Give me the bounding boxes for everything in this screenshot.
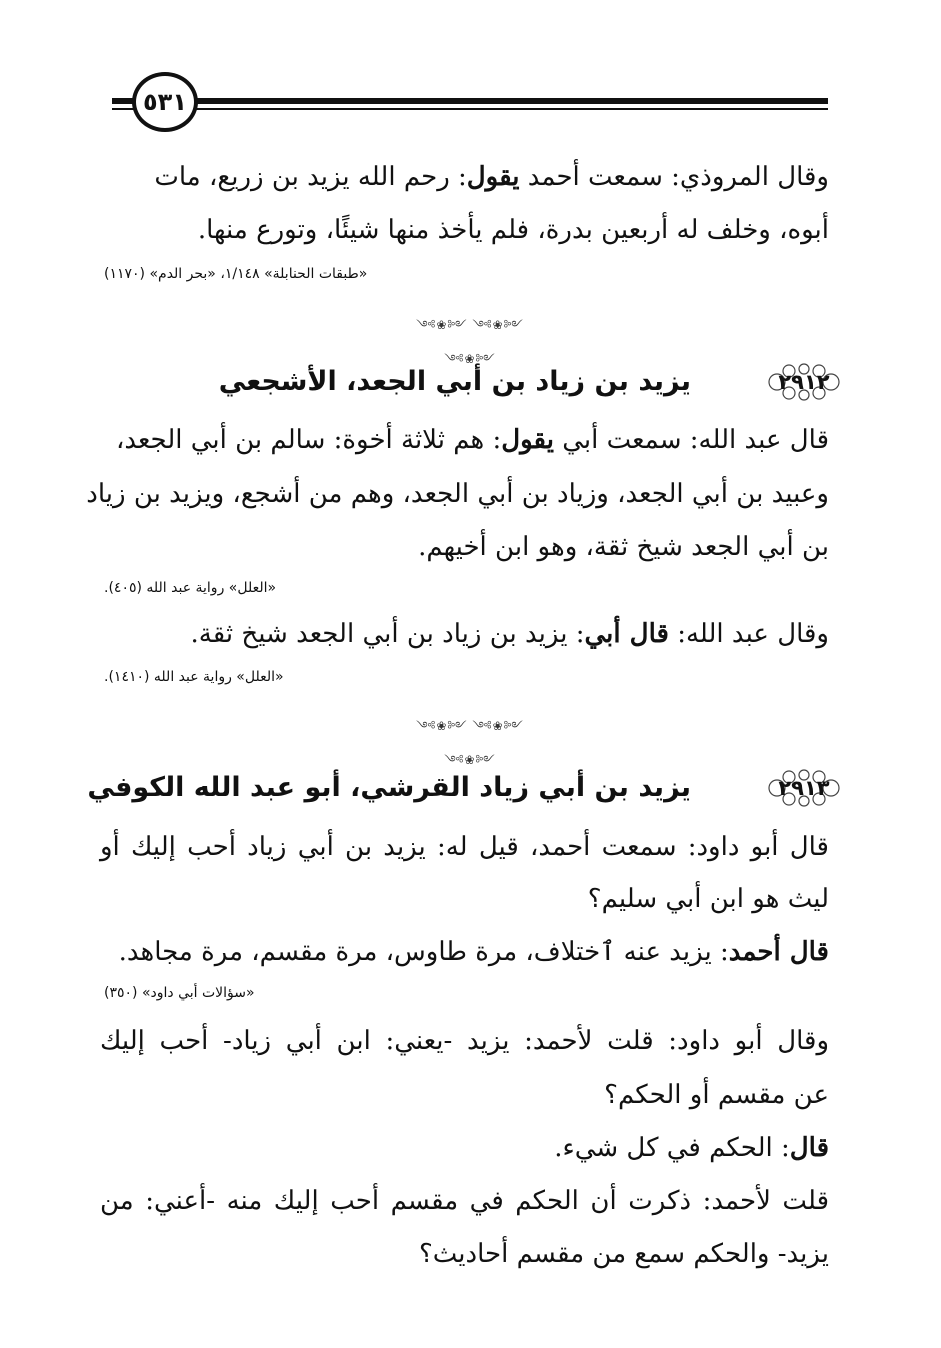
text-line: وعبيد بن أبي الجعد، وزياد بن أبي الجعد، وهم من أشجع، ويزيد بن زياد — [86, 479, 829, 509]
source-citation: «سؤالات أبي داود» (٣٥٠) — [104, 985, 255, 1001]
page-number: ٥٣١ — [132, 72, 198, 132]
source-citation: «العلل» رواية عبد الله (١٤١٠). — [104, 669, 284, 685]
section-divider-ornament: ༺❀༻ ༺❀༻ ༺❀༻ — [416, 318, 524, 366]
source-citation: «العلل» رواية عبد الله (٤٠٥). — [104, 580, 277, 596]
text-line: يزيد- والحكم سمع من مقسم أحاديث؟ — [418, 1239, 829, 1269]
text-line: قال: الحكم في كل شيء. — [554, 1133, 829, 1163]
text-line: عن مقسم أو الحكم؟ — [604, 1080, 829, 1110]
header-rule-bottom — [112, 108, 828, 110]
text-line: وقال عبد الله: قال أبي: يزيد بن زياد بن أبي الجعد شيخ ثقة. — [190, 619, 829, 649]
source-citation: «طبقات الحنابلة» ١/١٤٨، «بحر الدم» (١١٧٠) — [104, 266, 368, 282]
text-line: قال أحمد: يزيد عنه ٱختلاف، مرة طاوس، مرة مقسم، مرة مجاهد. — [118, 937, 829, 967]
entry-title: يزيد بن أبي زياد القرشي، أبو عبد الله الكوفي — [87, 772, 691, 803]
section-divider-ornament: ༺❀༻ ༺❀༻ ༺❀༻ — [416, 719, 524, 767]
entry-number: ٢٩١٢ — [778, 370, 830, 394]
text-line: قال أبو داود: سمعت أحمد، قيل له: يزيد بن أبي زياد أحب إليك أو — [100, 832, 829, 862]
entry-number-badge — [767, 362, 841, 402]
entry-number-badge — [767, 768, 841, 808]
text-line: وقال المروذي: سمعت أحمد يقول: رحم الله يزيد بن زريع، مات — [154, 162, 829, 192]
text-line: أبوه، وخلف له أربعين بدرة، فلم يأخذ منها شيئًا، وتورع منها. — [197, 215, 829, 245]
text-line: ليث هو ابن أبي سليم؟ — [587, 884, 829, 914]
text-line: بن أبي الجعد شيخ ثقة، وهو ابن أخيهم. — [418, 532, 829, 562]
header-rule-top — [112, 98, 828, 104]
text-line: قلت لأحمد: ذكرت أن الحكم في مقسم أحب إليك منه -أعني: من — [100, 1186, 829, 1216]
text-line: وقال أبو داود: قلت لأحمد: يزيد -يعني: ابن أبي زياد- أحب إليك — [100, 1026, 829, 1056]
entry-number: ٢٩١٣ — [778, 776, 830, 800]
text-line: قال عبد الله: سمعت أبي يقول: هم ثلاثة أخوة: سالم بن أبي الجعد، — [115, 425, 829, 455]
entry-title: يزيد بن زياد بن أبي الجعد، الأشجعي — [218, 366, 691, 397]
